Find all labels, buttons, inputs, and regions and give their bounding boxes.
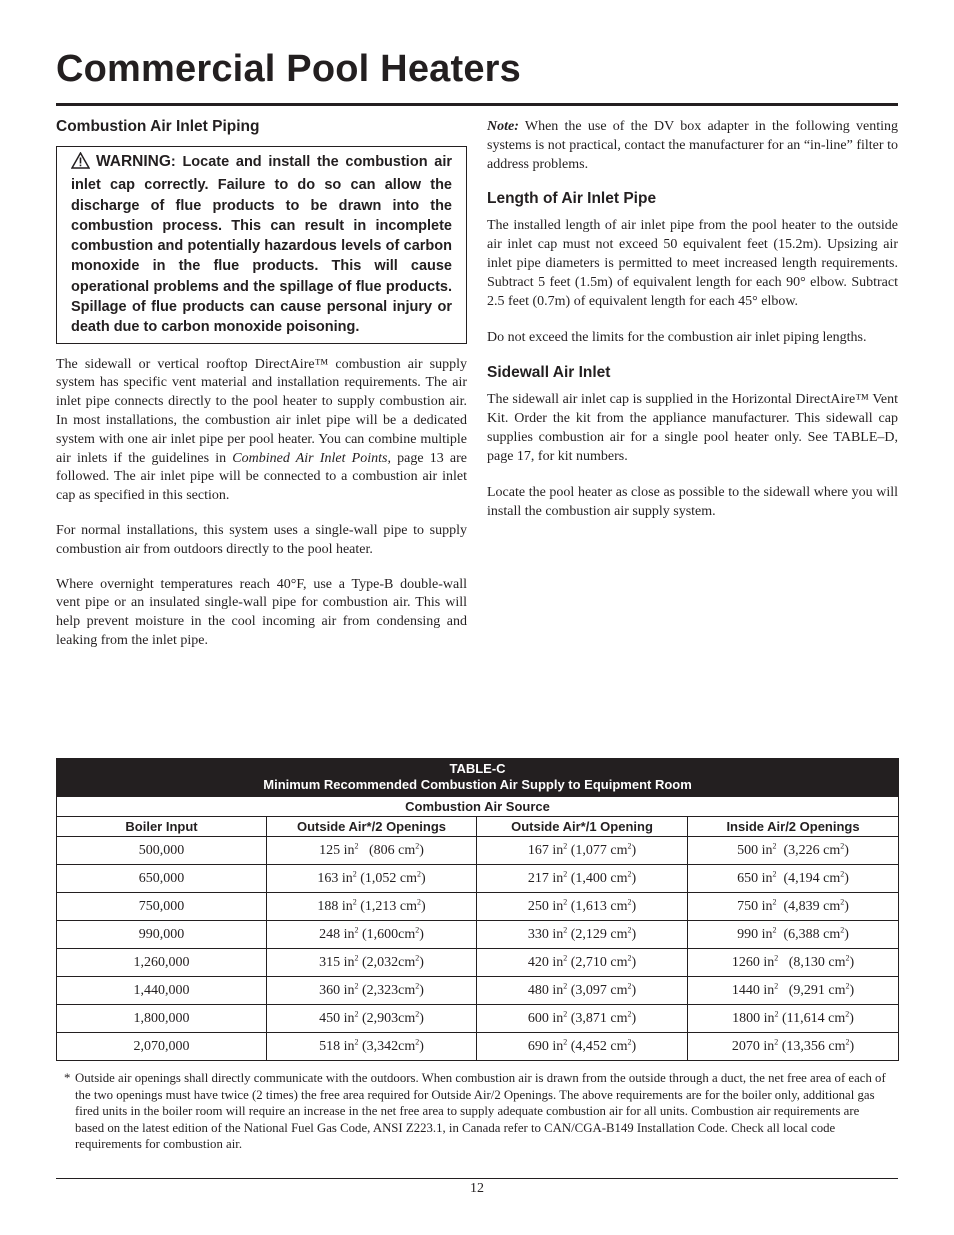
boiler-input-cell: 650,000 [57,865,267,893]
footer-rule [56,1178,898,1179]
column-header-outside-air-2-openings: Outside Air*/2 Openings [267,817,477,837]
note-paragraph [487,118,898,174]
outside-air-2-openings-cell: 450 $in^2$ $(2,903cm^2)$ [267,1005,477,1033]
warning-box [56,146,467,344]
directaire-text-b: , page 13 are followed. The air inlet pipe will be connected to a combustion air inlet cap as specified in this section. [56,450,467,504]
outside-air-1-opening-cell: 217 $in^2$ (1,400 $cm^2$) [477,865,688,893]
right-column [487,118,898,538]
outside-air-2-openings-cell: 518 $in^2$ $(3,342cm^2)$ [267,1033,477,1061]
warning-text [71,152,452,338]
table-row [57,865,899,893]
column-header-outside-air-1-opening: Outside Air*/1 Opening [477,817,688,837]
table-group-header: Combustion Air Source [57,797,899,817]
page-number: 12 [470,1181,484,1196]
outside-air-2-openings-cell: 125 $in^2$ (806 $cm^2$) [267,837,477,865]
table-body [57,837,899,1061]
section-heading-length-of-air-inlet-pipe: Length of Air Inlet Pipe [487,190,657,208]
table-title [57,759,899,797]
footnote-marker: * [64,1071,71,1085]
length-paragraph-1: The installed length of air inlet pipe from the pool heater to the outside air inlet cap must not exceed 50 equivalent feet (15.2m). Upsizing air inlet pipe diameters is permitted to meet increased length requirements. Subtract 5 feet (1.5m) of equivalent length for each 90° elbow. Subtract 2.5 feet (0.7m) of equivalent length for each 45° elbow. [487,218,898,309]
outside-air-2-openings-cell: 248 $in^2$ $(1,600cm^2)$ [267,921,477,949]
inside-air-2-openings-cell: 1800 $in^2$ (11,614 $cm^2$) [688,1005,899,1033]
table-caption: Minimum Recommended Combustion Air Supply to Equipment Room [263,777,692,792]
inside-air-2-openings-cell: 990 $in^2$ (6,388 $cm^2$) [688,921,899,949]
table-row [57,1033,899,1061]
inside-air-2-openings-cell: 2070 $in^2$ (13,356 $cm^2$) [688,1033,899,1061]
outside-air-1-opening-cell: 167 $in^2$ (1,077 $cm^2$) [477,837,688,865]
outside-air-1-opening-cell: 420 $in^2$ (2,710 $cm^2$) [477,949,688,977]
note-text: When the use of the DV box adapter in the following venting systems is not practical, contact the manufacturer for an “in-line” filter to address problems. [487,119,898,172]
normal-installations-paragraph: For normal installations, this system uses a single-wall pipe to supply combustion air from outdoors directly to the pool heater. [56,523,467,557]
outside-air-2-openings-cell: 188 $in^2$ (1,213 $cm^2$) [267,893,477,921]
title-rule [56,103,898,106]
outside-air-2-openings-cell: 163 $in^2$ (1,052 $cm^2$) [267,865,477,893]
table-row [57,1005,899,1033]
table-row [57,921,899,949]
outside-air-2-openings-cell: 315 $in^2$ $(2,032cm^2)$ [267,949,477,977]
directaire-paragraph [56,356,467,506]
boiler-input-cell: 1,260,000 [57,949,267,977]
section-heading-sidewall-air-inlet: Sidewall Air Inlet [487,364,611,382]
sidewall-paragraph-1: The sidewall air inlet cap is supplied in the Horizontal DirectAire™ Vent Kit. Order the kit from the appliance manufacturer. This sidewall cap supplies combustion air for a single pool heater only. See TABLE–D, page 17, for kit numbers. [487,392,898,464]
warning-body: : Locate and install the combustion air inlet cap correctly. Failure to do so can allow the discharge of flue products to be drawn into the combustion process. This can result in incomplete combustion and potentially hazardous levels of carbon monoxide in the flue products. This will cause operational problems and the spillage of flue products. Spillage of flue products can cause personal injury or death due to carbon monoxide poisoning. [71,154,452,336]
note-label: Note: [487,119,519,134]
combustion-air-table [56,758,899,1061]
outside-air-1-opening-cell: 250 $in^2$ (1,613 $cm^2$) [477,893,688,921]
boiler-input-cell: 1,800,000 [57,1005,267,1033]
table-row [57,949,899,977]
column-header-inside-air-2-openings: Inside Air/2 Openings [688,817,899,837]
footnote-text: Outside air openings shall directly communicate with the outdoors. When combustion air is drawn from the outside through a duct, the net free area of each of the two openings must have twice (2 times) the free area required for Outside Air/2 Openings. The above requirements are for the boiler only, additional gas fired units in the boiler room will require an increase in the net free area to supply adequate combustion air for all units. Combustion air requirements are based on the latest edition of the National Fuel Gas Code, ANSI Z223.1, in Canada refer to CAN/CGA-B149 Installation Code. Check all local code requirements for combustion air. [75,1071,886,1152]
boiler-input-cell: 2,070,000 [57,1033,267,1061]
outside-air-2-openings-cell: 360 $in^2$ $(2,323cm^2)$ [267,977,477,1005]
outside-air-1-opening-cell: 330 $in^2$ (2,129 $cm^2$) [477,921,688,949]
table-footnote [64,1070,890,1153]
table-row [57,837,899,865]
column-header-boiler-input: Boiler Input [57,817,267,837]
outside-air-1-opening-cell: 690 $in^2$ (4,452 $cm^2$) [477,1033,688,1061]
left-column [56,118,467,667]
directaire-text-a: The sidewall or vertical rooftop DirectAire™ combustion air supply system has specific vent material and installation requirements. The air inlet pipe connects directly to the pool heater to supply combustion air. In most installations, the combustion air inlet pipe will be a dedicated system with one air inlet pipe per pool heater. You can combine multiple air inlets if the guidelines in [56,356,467,466]
inside-air-2-openings-cell: 750 $in^2$ (4,839 $cm^2$) [688,893,899,921]
table-row [57,977,899,1005]
table-row [57,893,899,921]
boiler-input-cell: 500,000 [57,837,267,865]
length-paragraph-2: Do not exceed the limits for the combustion air inlet piping lengths. [487,330,867,346]
page-title: Commercial Pool Heaters [56,48,521,90]
inside-air-2-openings-cell: 1260 $in^2$ (8,130 $cm^2$) [688,949,899,977]
table-label: TABLE-C [449,761,506,776]
inside-air-2-openings-cell: 650 $in^2$ (4,194 $cm^2$) [688,865,899,893]
warning-triangle-icon [71,152,90,175]
outside-air-1-opening-cell: 600 $in^2$ (3,871 $cm^2$) [477,1005,688,1033]
warning-label: WARNING [96,153,171,170]
outside-air-1-opening-cell: 480 $in^2$ (3,097 $cm^2$) [477,977,688,1005]
sidewall-paragraph-2: Locate the pool heater as close as possible to the sidewall where you will install the combustion air supply system. [487,485,898,520]
inside-air-2-openings-cell: 1440 $in^2$ (9,291 $cm^2$) [688,977,899,1005]
section-heading-combustion-air-inlet-piping: Combustion Air Inlet Piping [56,118,260,135]
boiler-input-cell: 990,000 [57,921,267,949]
inside-air-2-openings-cell: 500 $in^2$ (3,226 $cm^2$) [688,837,899,865]
boiler-input-cell: 750,000 [57,893,267,921]
overnight-temperatures-paragraph: Where overnight temperatures reach 40°F, use a Type-B double-wall vent pipe or an insulated single-wall pipe for combustion air. This will help prevent moisture in the cool incoming air from condensing and leaking from the inlet pipe. [56,576,467,649]
table-c [56,758,898,1061]
combined-air-inlet-points-ref: Combined Air Inlet Points [232,450,388,466]
boiler-input-cell: 1,440,000 [57,977,267,1005]
